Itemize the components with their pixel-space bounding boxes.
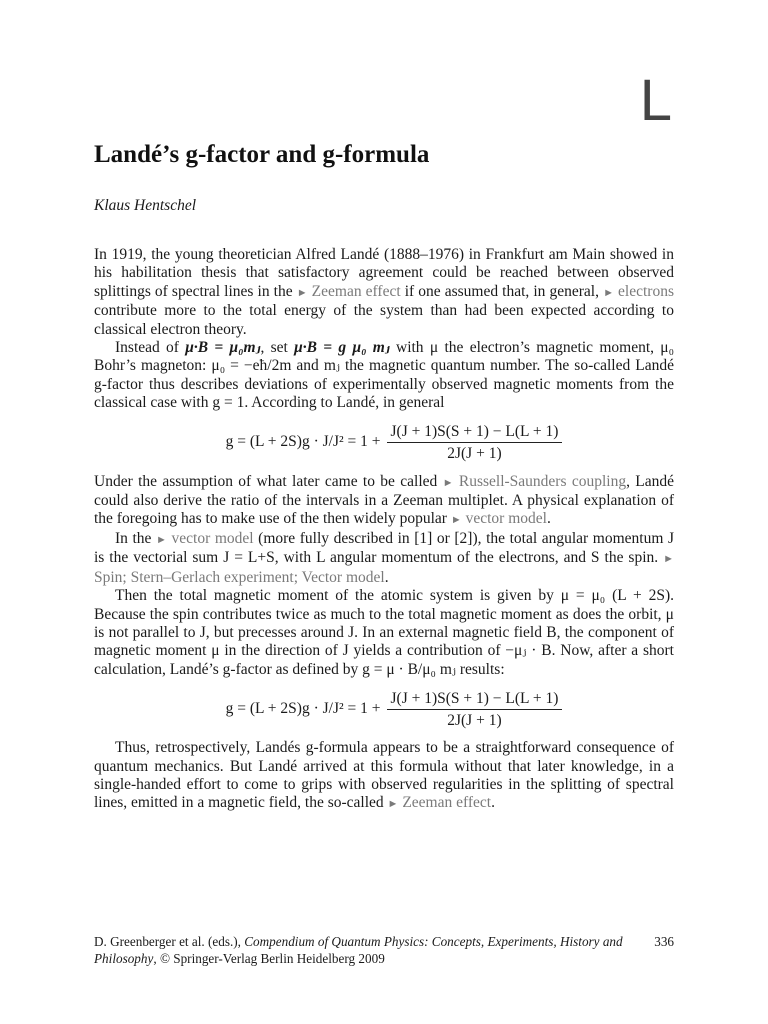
equation-fraction xyxy=(387,423,563,462)
paragraph-4 xyxy=(94,530,674,587)
text: . xyxy=(546,510,551,528)
text: , Landé could also derive the ratio of the intervals in a Zeeman multiplet. A physical explanation of the foregoing has to make use of the then widely popular xyxy=(94,472,675,528)
text: with μ the electron’s magnetic moment, μ₀ Bohr’s magneton: μ₀ = −eħ/2m and mⱼ the magnetic quantum number. The so-called Landé g-factor thus describes deviations of experimentally observed magnetic moments from the classical case with g = 1. According to Landé, in general xyxy=(94,339,675,412)
equation-denominator: 2J(J + 1) xyxy=(447,445,502,463)
citation-book-title: Compendium of Quantum Physics: Concepts, Experiments, History and Philosophy xyxy=(94,934,623,966)
equation-numerator: J(J + 1)S(S + 1) − L(L + 1) xyxy=(387,423,563,443)
text: Instead of xyxy=(115,339,179,357)
paragraph-1 xyxy=(94,246,674,339)
article-body xyxy=(94,246,674,814)
paragraph-2 xyxy=(94,339,674,413)
text: . xyxy=(491,794,495,812)
text: Then the total magnetic moment of the atomic system is given by μ = μ₀ (L + 2S). Because the spin contributes twice as much to the total magnetic moment as does the orbit, μ is not parallel to J, but precesses around J. In an external magnetic field B, the component of magnetic moment μ in the direction of J yields a contribution of −μⱼ · B. Now, after a short calculation, Landé’s g-factor as defined by g = μ · B/μ₀ mⱼ results: xyxy=(94,587,674,678)
article-title: Landé’s g-factor and g-formula xyxy=(94,141,430,168)
equation-denominator: 2J(J + 1) xyxy=(447,711,502,729)
text: In 1919, the young theoretician Alfred Landé (1888–1976) in Frankfurt am Main showed in his habilitation thesis that satisfactory agreement could be reached between observed splittings of spectral lines in the xyxy=(94,246,674,300)
formula-classical: μ·B = μ₀mⱼ xyxy=(185,339,261,357)
text: Under the assumption of what later came to be called xyxy=(94,472,438,490)
equation-lhs: g = (L + 2S)g · J/J² = 1 + xyxy=(225,699,381,717)
link-vector-model[interactable]: vector model xyxy=(171,529,254,547)
cross-ref-arrow-icon: ► xyxy=(442,476,454,489)
chapter-letter: L xyxy=(639,68,672,133)
cross-ref-arrow-icon: ► xyxy=(663,553,674,566)
link-spin-stern-gerlach-vector-model[interactable]: Spin; Stern–Gerlach experiment; Vector model xyxy=(94,568,385,586)
citation xyxy=(94,933,624,967)
text: (more fully described in [1] or [2]), the total angular momentum J is the vectorial sum J = L+S, with L angular momentum of the electrons, and S the spin. xyxy=(94,529,675,567)
paragraph-3 xyxy=(94,473,674,530)
equation-g-formula xyxy=(94,421,674,465)
citation-editors: D. Greenberger et al. (eds.), xyxy=(94,934,241,949)
cross-ref-arrow-icon: ► xyxy=(450,514,462,527)
page-number: 336 xyxy=(654,934,674,949)
cross-ref-arrow-icon: ► xyxy=(296,286,308,299)
link-electrons[interactable]: electrons xyxy=(618,282,674,300)
link-russell-saunders-coupling[interactable]: Russell-Saunders coupling xyxy=(458,472,627,490)
cross-ref-arrow-icon: ► xyxy=(603,286,614,299)
equation-g-formula-repeat xyxy=(94,687,674,731)
text: , set xyxy=(260,339,288,357)
paragraph-6 xyxy=(94,739,674,814)
text: if one assumed that, in general, xyxy=(404,282,599,300)
text: In the xyxy=(115,529,152,547)
text: . xyxy=(384,568,389,586)
page-footer xyxy=(94,933,674,967)
formula-lande: μ·B = g μ₀ mⱼ xyxy=(294,339,390,357)
cross-ref-arrow-icon: ► xyxy=(387,798,399,811)
link-zeeman-effect[interactable]: Zeeman effect xyxy=(402,794,492,812)
author-name: Klaus Hentschel xyxy=(94,197,197,214)
equation-numerator: J(J + 1)S(S + 1) − L(L + 1) xyxy=(387,690,563,710)
link-zeeman-effect[interactable]: Zeeman effect xyxy=(311,282,401,300)
text: Thus, retrospectively, Landés g-formula appears to be a straightforward consequence of quantum mechanics. But Landé arrived at this formula without that later knowledge, in a single-handed effort to come to grips with observed regularities in the splitting of spectral lines, emitted in a magnetic field, the so-called xyxy=(94,739,674,812)
paragraph-5 xyxy=(94,587,674,679)
link-vector-model[interactable]: vector model xyxy=(465,510,547,528)
text: contribute more to the total energy of the system than had been expected according to classical electron theory. xyxy=(94,302,674,338)
cross-ref-arrow-icon: ► xyxy=(156,533,167,546)
citation-copyright: , © Springer-Verlag Berlin Heidelberg 2009 xyxy=(153,951,385,966)
equation-fraction xyxy=(387,690,563,729)
equation-lhs: g = (L + 2S)g · J/J² = 1 + xyxy=(225,433,381,451)
